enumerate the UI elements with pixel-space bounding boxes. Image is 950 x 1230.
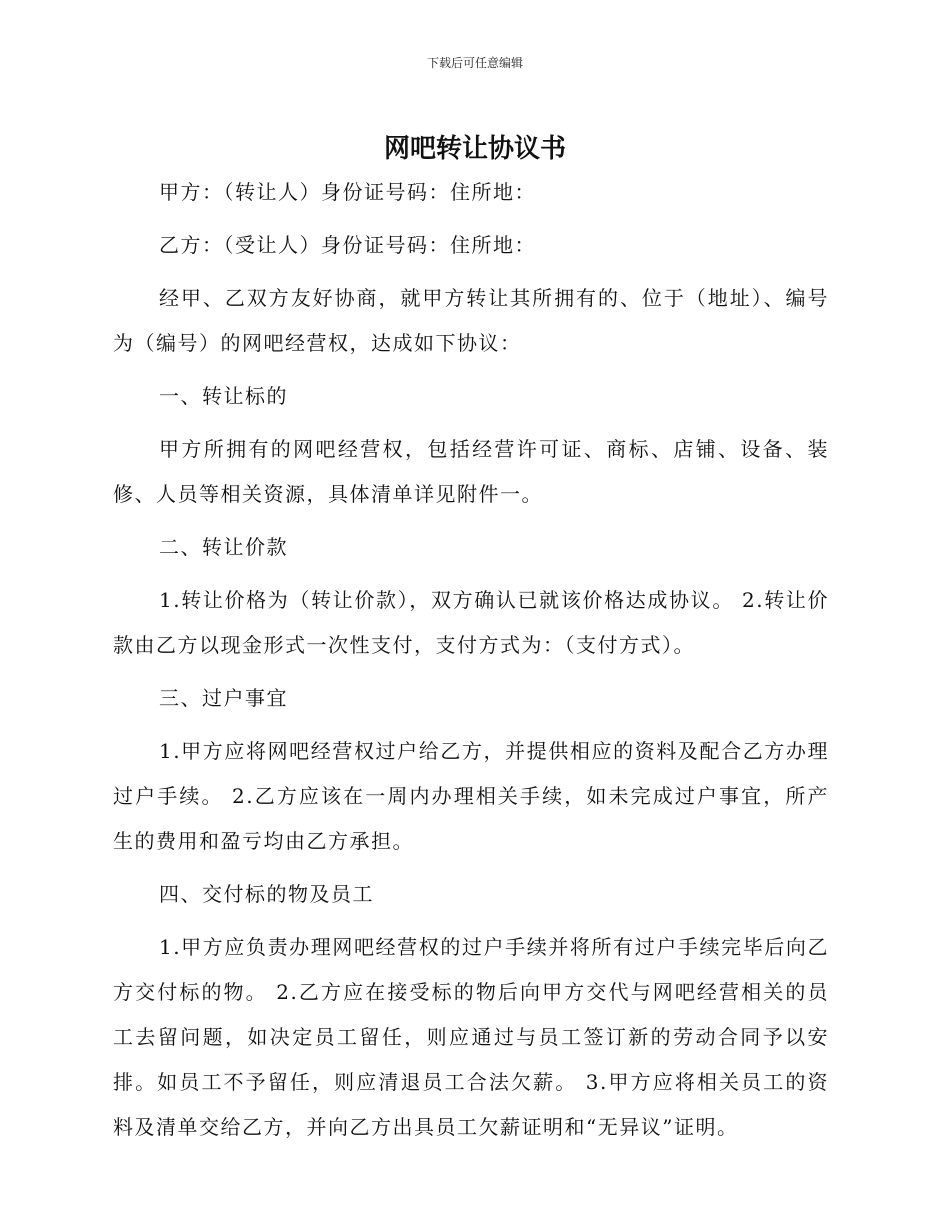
document-body [113, 170, 829, 1150]
header-note: 下载后可任意编辑 [426, 56, 523, 70]
section-4-body: 1.甲方应负责办理网吧经营权的过户手续并将所有过户手续完毕后向乙方交付标的物。 2.乙方应在接受标的物后向甲方交代与网吧经营相关的员工去留问题，如决定员工留任，则应通过与员工签订新的劳动合同予以安排。如员工不予留任，则应清退员工合法欠薪。 3.甲方应将相关员工的资料及清单交给乙方，并向乙方出具员工欠薪证明和“无异议”证明。 [113, 935, 829, 1139]
section-1-body: 甲方所拥有的网吧经营权，包括经营许可证、商标、店铺、设备、装修、人员等相关资源，具体清单详见附件一。 [113, 437, 829, 506]
section-heading-2: 二、转让价款 [159, 535, 288, 559]
section-2-body: 1.转让价格为（转让价款），双方确认已就该价格达成协议。 2.转让价款由乙方以现金形式一次性支付，支付方式为：（支付方式）。 [113, 588, 829, 657]
party-a-line: 甲方：（转让人）身份证号码：住所地： [159, 180, 536, 204]
party-b-line: 乙方：（受让人）身份证号码：住所地： [159, 233, 536, 257]
section-3-body: 1.甲方应将网吧经营权过户给乙方，并提供相应的资料及配合乙方办理过户手续。 2.乙方应该在一周内办理相关手续，如未完成过户事宜，所产生的费用和盈亏均由乙方承担。 [113, 739, 829, 853]
document-title: 网吧转让协议书 [383, 134, 566, 164]
section-heading-4: 四、交付标的物及员工 [159, 882, 374, 906]
section-heading-1: 一、转让标的 [159, 384, 288, 408]
intro-paragraph: 经甲、乙双方友好协商，就甲方转让其所拥有的、位于（地址）、编号为（编号）的网吧经营权，达成如下协议： [113, 286, 829, 355]
section-heading-3: 三、过户事宜 [159, 686, 288, 710]
